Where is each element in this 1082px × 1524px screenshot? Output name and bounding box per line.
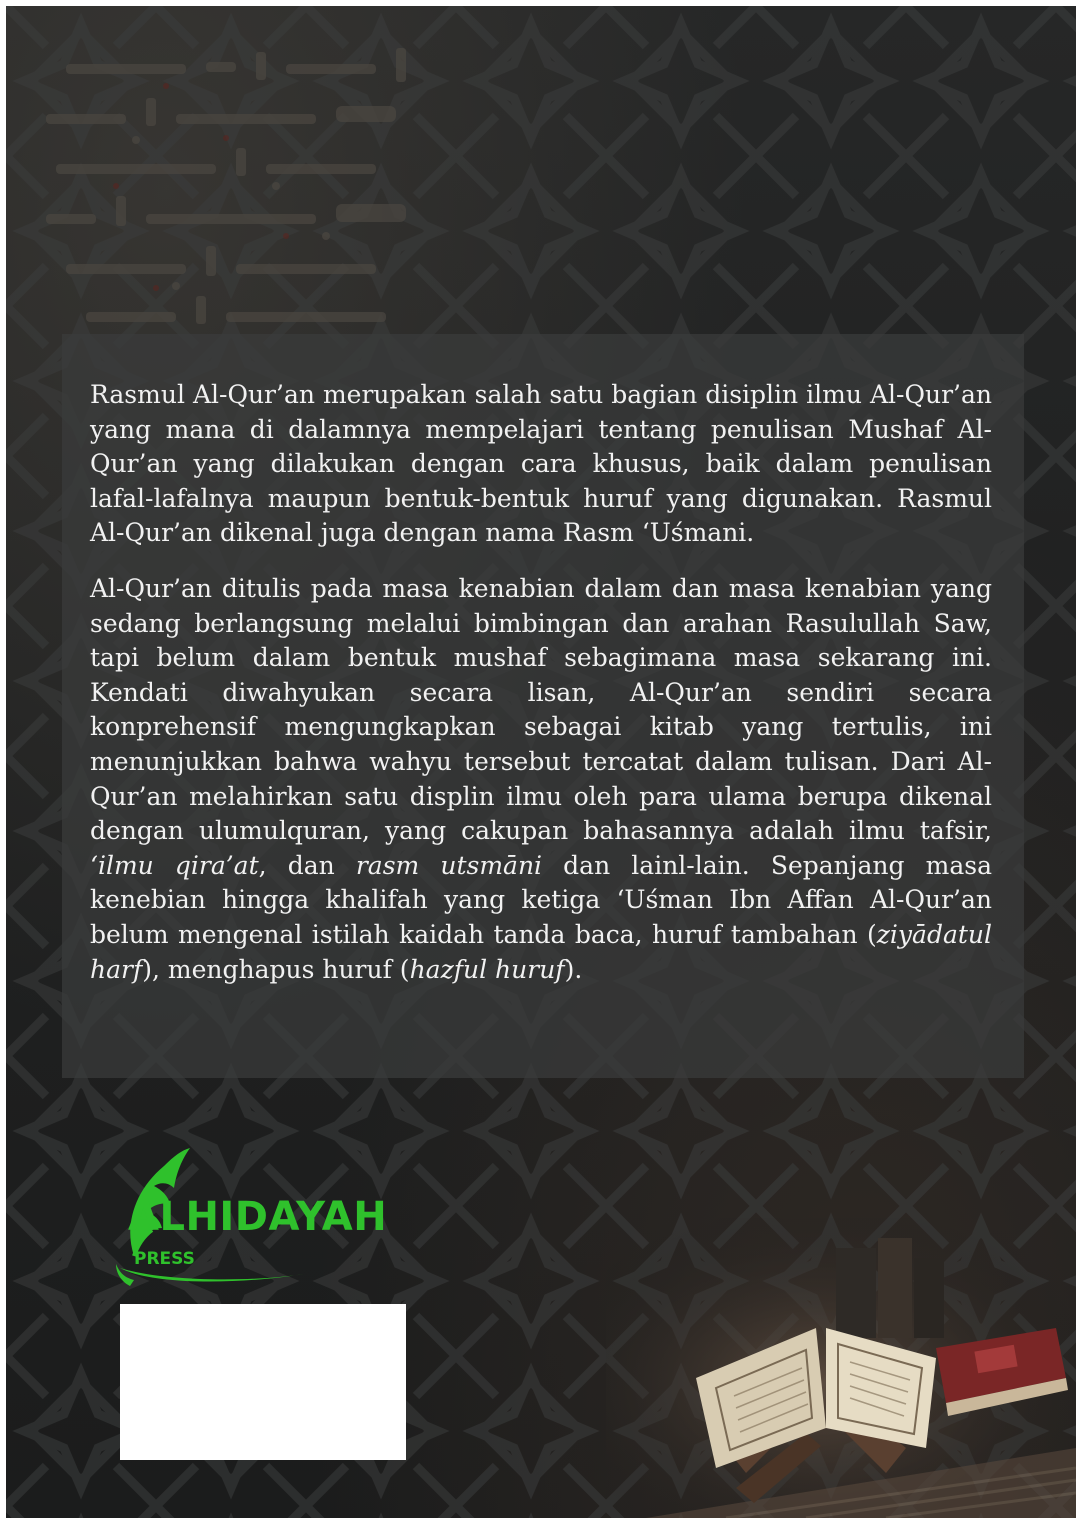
blurb-paragraph bbox=[90, 378, 992, 551]
publisher-subtitle: PRESS bbox=[134, 1249, 195, 1269]
text-run: ). bbox=[564, 954, 583, 984]
publisher-logo bbox=[94, 1136, 454, 1286]
barcode-placeholder bbox=[120, 1304, 406, 1460]
italic-term: hazful huruf bbox=[409, 954, 565, 984]
italic-term: ‘ilmu qira’at bbox=[90, 850, 259, 880]
text-run: , dan bbox=[258, 850, 356, 880]
quran-on-stand-illustration bbox=[606, 1218, 1076, 1518]
italic-term: rasm utsmāni bbox=[355, 850, 543, 880]
kufic-calligraphy-decoration bbox=[26, 46, 446, 376]
blurb-paragraph bbox=[90, 572, 992, 987]
text-run: Rasmul Al-Qur’an merupakan salah satu bagian disiplin ilmu Al-Qur’an yang mana di dalamnya mempelajari tentang penulisan Mushaf Al-Qur’an yang dilakukan dengan cara khusus, baik dalam penulisan lafal-lafalnya maupun bentuk-bentuk huruf yang digunakan. Rasmul Al-Qur’an dikenal juga dengan nama Rasm ‘Uśmani. bbox=[90, 380, 992, 548]
text-run: dan lainl-lain. Sepanjang masa kenebian hingga khalifah yang ketiga ‘Uśman Ibn Affan Al-Qur’an belum mengenal istilah kaidah tanda baca, huruf tambahan ( bbox=[90, 850, 992, 949]
book-back-cover bbox=[6, 6, 1076, 1518]
publisher-name: ALHIDAYAH bbox=[128, 1194, 388, 1240]
italic-term: ziyādatul harf bbox=[90, 919, 992, 984]
text-run: Al-Qur’an ditulis pada masa kenabian dalam dan masa kenabian yang sedang berlangsung melalui bimbingan dan arahan Rasulullah Saw, tapi belum dalam bentuk mushaf sebagimana masa sekarang ini. Kendati diwahyukan secara lisan, Al-Qur’an sendiri secara konprehensif mengungkapkan sebagai kitab yang tertulis, ini menunjukkan bahwa wahyu tersebut tercatat dalam tulisan. Dari Al-Qur’an melahirkan satu displin ilmu oleh para ulama berupa dikenal dengan ulumulquran, yang cakupan bahasannya adalah ilmu tafsir, bbox=[90, 573, 992, 846]
blurb-text-panel bbox=[62, 334, 1024, 1078]
text-run: ), menghapus huruf ( bbox=[142, 954, 410, 984]
blurb-body bbox=[90, 378, 992, 1008]
